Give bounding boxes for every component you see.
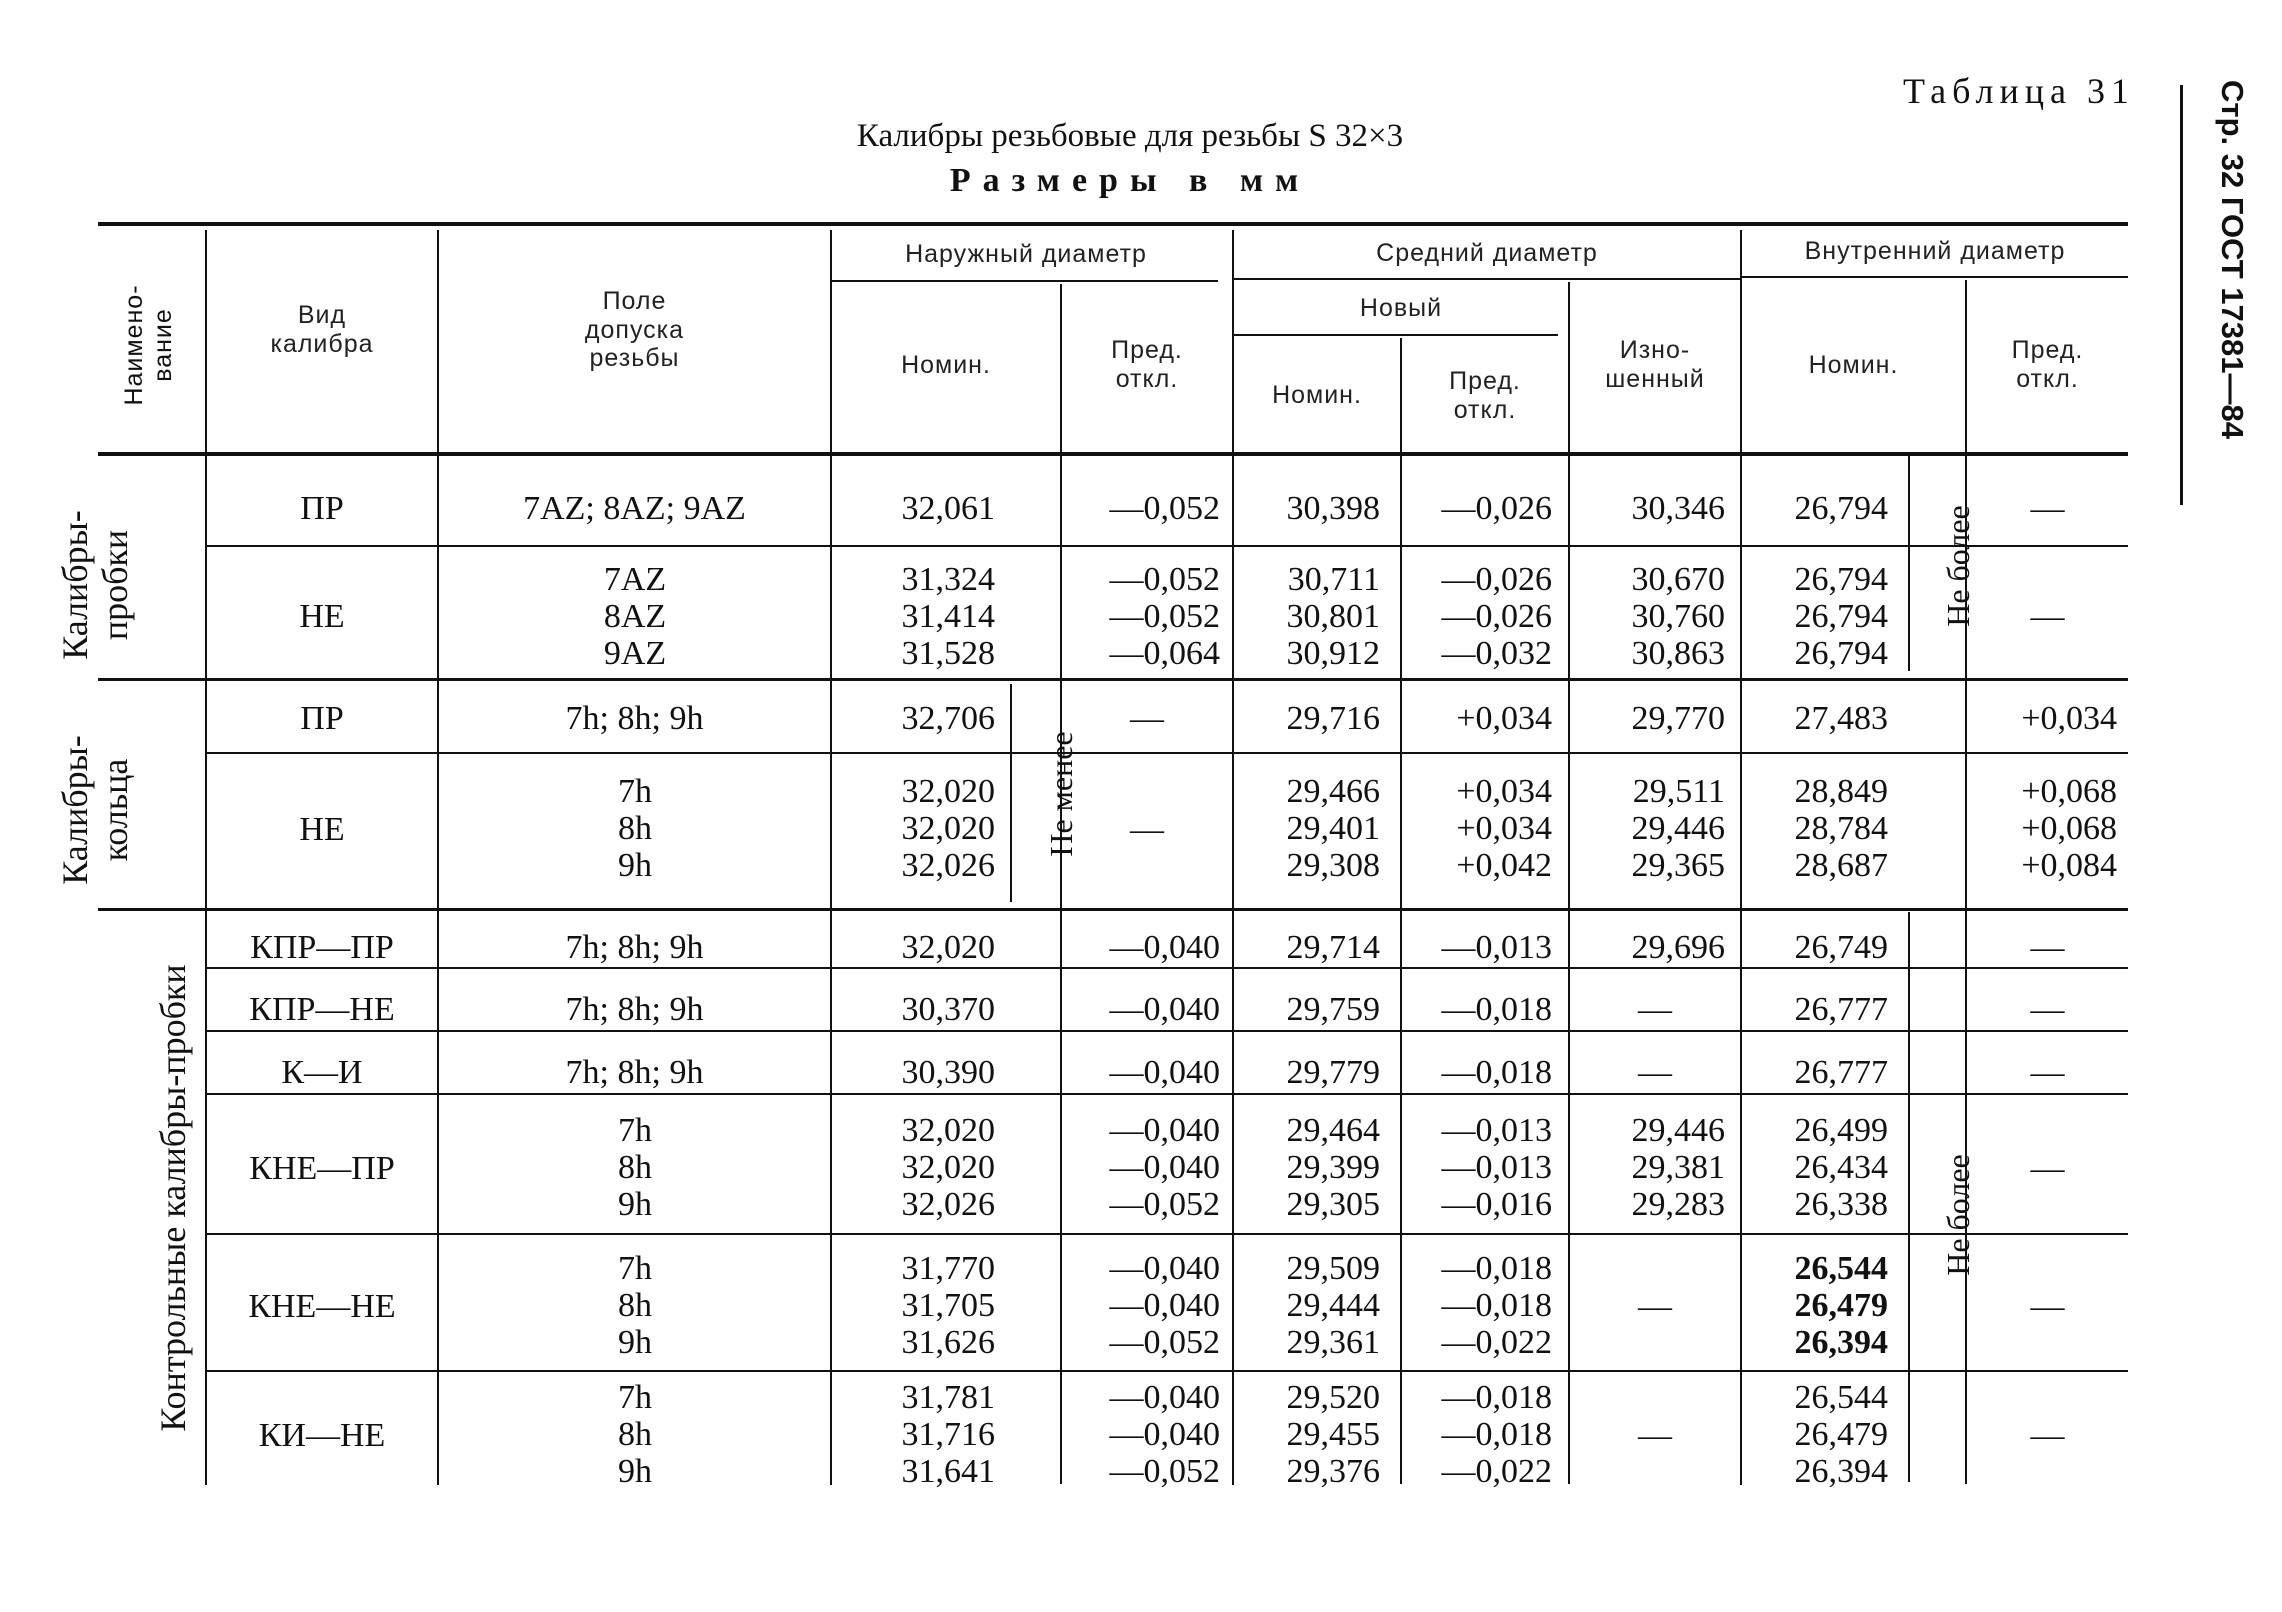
cell-outer-deviation: —0,040 <box>1109 929 1220 966</box>
cell-inner-deviation: — <box>2030 1288 2065 1325</box>
cell-middle-worn: 29,770 <box>1631 700 1725 737</box>
cell-inner-nominal: 28,849 28,784 28,687 <box>1794 773 1888 884</box>
cell-middle-worn: 30,346 <box>1631 490 1725 527</box>
header-tolerance: Поле допуска резьбы <box>584 286 685 373</box>
cell-inner-deviation: — <box>2030 1054 2065 1091</box>
cell-outer-deviation: —0,040 <box>1109 1054 1220 1091</box>
cell-outer-deviation: —0,040 <box>1109 991 1220 1028</box>
table-label: Таблица 31 <box>1903 71 2135 111</box>
note-no-more-plugs: Не более <box>1940 505 1976 627</box>
cell-middle-deviation: +0,034 +0,034 +0,042 <box>1456 773 1552 884</box>
cell-middle-deviation: —0,018 <box>1441 991 1552 1028</box>
cell-middle-worn: 29,446 29,381 29,283 <box>1631 1112 1725 1223</box>
cell-middle-nominal: 29,779 <box>1286 1054 1380 1091</box>
side-rule <box>2180 85 2183 505</box>
cell-tolerance: 7AZ; 8AZ; 9AZ <box>523 490 746 527</box>
header-kind: Вид калибра <box>270 301 374 358</box>
cell-outer-deviation: — <box>1130 700 1164 737</box>
cell-inner-deviation: — <box>2030 490 2065 527</box>
cell-middle-worn: 30,670 30,760 30,863 <box>1631 561 1725 672</box>
cell-tolerance: 7h 8h 9h <box>618 1379 652 1490</box>
units-caption: Размеры в мм <box>949 162 1311 199</box>
cell-inner-nominal: 26,544 26,479 26,394 <box>1794 1379 1888 1490</box>
cell-tolerance: 7h 8h 9h <box>618 1112 652 1223</box>
header-middle-diameter: Средний диаметр <box>1376 238 1598 267</box>
cell-outer-deviation: —0,040 —0,040 —0,052 <box>1109 1379 1220 1490</box>
header-inner-deviation: Пред. откл. <box>2011 336 2084 393</box>
cell-outer-nominal: 32,020 32,020 32,026 <box>901 1112 995 1223</box>
cell-outer-nominal: 32,020 32,020 32,026 <box>901 773 995 884</box>
cell-kind: КПР—НЕ <box>249 991 395 1028</box>
cell-kind: КНЕ—ПР <box>249 1150 395 1187</box>
cell-outer-nominal: 31,781 31,716 31,641 <box>901 1379 995 1490</box>
header-outer-nominal: Номин. <box>901 350 991 379</box>
cell-inner-deviation: — <box>2030 1150 2065 1187</box>
cell-inner-nominal: 26,794 <box>1794 490 1888 527</box>
cell-tolerance: 7h; 8h; 9h <box>565 700 704 737</box>
cell-tolerance: 7h; 8h; 9h <box>565 929 704 966</box>
header-middle-nominal: Номин. <box>1272 380 1362 409</box>
header-inner-diameter: Внутренний диаметр <box>1804 236 2066 265</box>
cell-inner-nominal: 26,499 26,434 26,338 <box>1794 1112 1888 1223</box>
cell-middle-worn: — <box>1638 991 1672 1028</box>
cell-middle-worn: — <box>1638 1054 1672 1091</box>
header-outer-deviation: Пред. откл. <box>1111 336 1183 393</box>
cell-middle-nominal: 29,520 29,455 29,376 <box>1286 1379 1380 1490</box>
cell-inner-nominal: 26,749 <box>1794 929 1888 966</box>
cell-middle-nominal: 29,464 29,399 29,305 <box>1286 1112 1380 1223</box>
header-middle-new: Новый <box>1359 293 1443 322</box>
header-name: Наимено- вание <box>120 284 177 406</box>
cell-outer-nominal: 31,770 31,705 31,626 <box>901 1250 995 1361</box>
cell-kind: КИ—НЕ <box>258 1417 386 1454</box>
header-inner-nominal: Номин. <box>1808 350 1899 379</box>
page-side-label: Стр. 32 ГОСТ 17381—84 <box>2215 80 2250 439</box>
cell-middle-deviation: —0,018 —0,018 —0,022 <box>1441 1250 1552 1361</box>
cell-middle-nominal: 29,714 <box>1286 929 1380 966</box>
cell-kind: ПР <box>300 700 344 737</box>
cell-inner-deviation: +0,068 +0,068 +0,084 <box>2021 773 2117 884</box>
cell-outer-deviation: —0,052 <box>1109 490 1220 527</box>
header-middle-deviation: Пред. откл. <box>1449 367 1521 424</box>
group-label-control-plugs: Контрольные калибры-пробки <box>153 964 193 1432</box>
table-title: Калибры резьбовые для резьбы S 32×3 <box>856 118 1404 154</box>
cell-middle-worn: — <box>1638 1288 1672 1325</box>
cell-middle-worn: — <box>1638 1417 1672 1454</box>
cell-inner-nominal: 27,483 <box>1794 700 1888 737</box>
cell-middle-worn: 29,511 29,446 29,365 <box>1631 773 1725 884</box>
cell-tolerance: 7h 8h 9h <box>618 773 652 884</box>
cell-middle-deviation: —0,018 <box>1441 1054 1552 1091</box>
cell-inner-nominal: 26,544 26,479 26,394 <box>1794 1250 1888 1361</box>
cell-middle-nominal: 29,716 <box>1286 700 1380 737</box>
cell-kind: КПР—ПР <box>250 929 394 966</box>
cell-tolerance: 7AZ 8AZ 9AZ <box>603 561 667 672</box>
cell-inner-deviation: — <box>2030 1417 2065 1454</box>
cell-outer-deviation: —0,040 —0,040 —0,052 <box>1109 1112 1220 1223</box>
cell-middle-nominal: 29,759 <box>1286 991 1380 1028</box>
cell-tolerance: 7h 8h 9h <box>618 1250 652 1361</box>
cell-kind: КНЕ—НЕ <box>248 1288 396 1325</box>
cell-kind: НЕ <box>299 598 345 635</box>
cell-outer-nominal: 32,061 <box>901 490 995 527</box>
cell-middle-deviation: —0,026 —0,026 —0,032 <box>1441 561 1552 672</box>
cell-middle-nominal: 30,711 30,801 30,912 <box>1286 561 1380 672</box>
cell-middle-nominal: 30,398 <box>1286 490 1380 527</box>
cell-outer-deviation: —0,052 —0,052 —0,064 <box>1109 561 1220 672</box>
cell-middle-deviation: —0,026 <box>1441 490 1552 527</box>
cell-middle-deviation: —0,013 <box>1441 929 1552 966</box>
note-no-more-control: Не более <box>1940 1154 1976 1276</box>
cell-outer-nominal: 30,370 <box>901 991 995 1028</box>
header-outer-diameter: Наружный диаметр <box>905 239 1147 268</box>
cell-middle-deviation: —0,013 —0,013 —0,016 <box>1441 1112 1552 1223</box>
cell-middle-worn: 29,696 <box>1631 929 1725 966</box>
group-label-rings: Калибры- кольца <box>55 735 135 885</box>
cell-kind: К—И <box>281 1054 363 1091</box>
cell-outer-deviation: — <box>1130 811 1164 848</box>
cell-inner-deviation: — <box>2030 929 2065 966</box>
cell-outer-deviation: —0,040 —0,040 —0,052 <box>1109 1250 1220 1361</box>
note-no-less-rings: Не менее <box>1043 731 1079 857</box>
group-label-plugs: Калибры- пробки <box>55 510 135 660</box>
cell-middle-deviation: +0,034 <box>1456 700 1552 737</box>
cell-outer-nominal: 32,706 <box>901 700 995 737</box>
cell-middle-deviation: —0,018 —0,018 —0,022 <box>1441 1379 1552 1490</box>
cell-inner-nominal: 26,777 <box>1794 991 1888 1028</box>
cell-inner-nominal: 26,794 26,794 26,794 <box>1794 561 1888 672</box>
cell-tolerance: 7h; 8h; 9h <box>565 991 704 1028</box>
cell-middle-nominal: 29,509 29,444 29,361 <box>1286 1250 1380 1361</box>
cell-outer-nominal: 31,324 31,414 31,528 <box>901 561 995 672</box>
cell-outer-nominal: 32,020 <box>901 929 995 966</box>
cell-kind: НЕ <box>299 811 345 848</box>
cell-tolerance: 7h; 8h; 9h <box>565 1054 704 1091</box>
cell-outer-nominal: 30,390 <box>901 1054 995 1091</box>
cell-middle-nominal: 29,466 29,401 29,308 <box>1286 773 1380 884</box>
cell-kind: ПР <box>300 490 344 527</box>
header-middle-worn: Изно- шенный <box>1605 336 1705 393</box>
cell-inner-deviation: +0,034 <box>2021 700 2117 737</box>
cell-inner-nominal: 26,777 <box>1794 1054 1888 1091</box>
cell-inner-deviation: — <box>2030 598 2065 635</box>
cell-inner-deviation: — <box>2030 991 2065 1028</box>
